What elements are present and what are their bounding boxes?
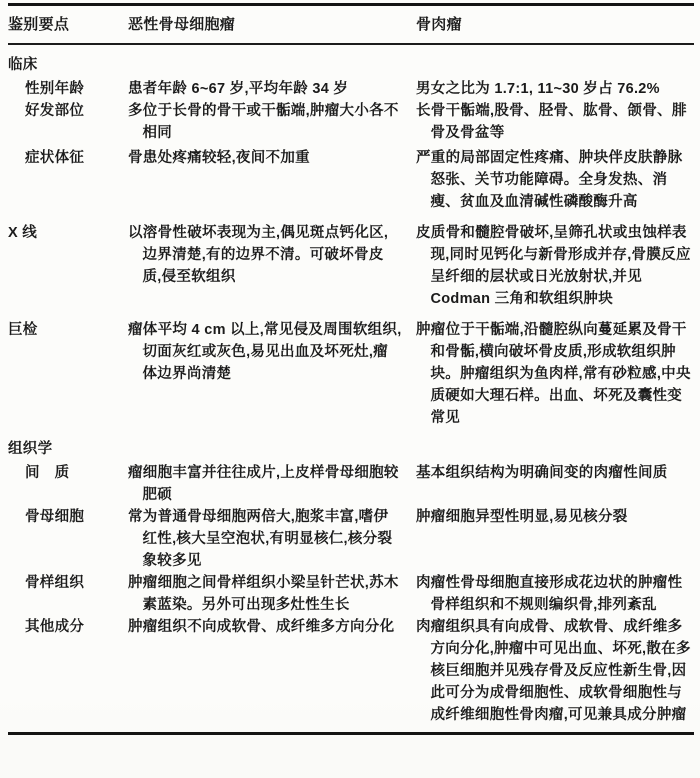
section-label: 临床	[8, 57, 38, 73]
row-symptoms-signs	[8, 147, 694, 213]
osteosarcoma-cell: 肉瘤性骨母细胞直接形成花边状的肿瘤性骨样组织和不规则编织骨,排列紊乱	[416, 575, 683, 613]
osteoblastoma-cell: 肿瘤组织不向成软骨、成纤维多方向分化	[128, 619, 395, 635]
osteosarcoma-cell: 肉瘤组织具有向成骨、成软骨、成纤维多方向分化,肿瘤中可见出血、坏死,散在多核巨细胞并见残存骨及反应性新生骨,因此可分为成骨细胞性、成软骨细胞性与成纤维细胞性骨肉瘤,可见兼具成分肿瘤	[416, 619, 691, 723]
row-xray	[8, 222, 694, 310]
column-header-osteosarcoma: 骨肉瘤	[416, 16, 462, 33]
empty-cell	[128, 54, 416, 76]
osteosarcoma-cell: 肿瘤位于干骺端,沿髓腔纵向蔓延累及骨干和骨骺,横向破坏骨皮质,形成软组织肿块。肿瘤组织为鱼肉样,常有砂粒感,中央质硬如大理石样。出血、坏死及囊性变常见	[416, 322, 691, 426]
table-bottom-border	[8, 732, 694, 735]
row-label-cell: 性别年龄	[25, 81, 85, 97]
osteoblastoma-cell: 常为普通骨母细胞两倍大,胞浆丰富,嗜伊红性,核大呈空泡状,有明显核仁,核分裂象较多见	[128, 509, 393, 569]
row-label-cell: 巨检	[8, 322, 38, 338]
row-osteoblasts	[8, 506, 694, 572]
section-label: 组织学	[8, 441, 53, 457]
column-header-criteria: 鉴别要点	[8, 16, 70, 33]
osteosarcoma-cell: 长骨干骺端,股骨、胫骨、肱骨、颌骨、腓骨及骨盆等	[416, 103, 687, 141]
empty-cell	[416, 54, 694, 76]
osteoblastoma-cell: 以溶骨性破坏表现为主,偶见斑点钙化区,边界清楚,有的边界不清。可破坏骨皮质,侵至软组织	[128, 225, 389, 285]
row-label-cell: 好发部位	[25, 103, 85, 119]
row-label-cell: 骨样组织	[25, 575, 85, 591]
row-gross-exam	[8, 319, 694, 429]
empty-cell	[416, 438, 694, 460]
row-label-cell: 症状体征	[25, 150, 85, 166]
row-osteoid-tissue	[8, 572, 694, 616]
header-divider-line	[8, 43, 694, 45]
osteoblastoma-cell: 多位于长骨的骨干或干骺端,肿瘤大小各不相同	[128, 103, 399, 141]
row-label-cell: 其他成分	[25, 619, 85, 635]
row-label-cell: 间 质	[25, 465, 70, 481]
osteosarcoma-cell: 基本组织结构为明确间变的肉瘤性间质	[416, 465, 668, 481]
osteoblastoma-cell: 骨患处疼痛较轻,夜间不加重	[128, 150, 310, 166]
osteoblastoma-cell: 患者年龄 6~67 岁,平均年龄 34 岁	[128, 81, 349, 97]
row-label-cell: 骨母细胞	[25, 509, 85, 525]
column-header-osteoblastoma: 恶性骨母细胞瘤	[128, 16, 236, 33]
osteosarcoma-cell: 皮质骨和髓腔骨破坏,呈筛孔状或虫蚀样表现,同时见钙化与新骨形成并存,骨膜反应呈纤细的层状或日光放射状,并见 Codman 三角和软组织肿块	[416, 225, 691, 307]
osteosarcoma-cell: 男女之比为 1.7:1, 11~30 岁占 76.2%	[416, 81, 660, 97]
section-row-histology	[8, 438, 694, 460]
table-header-row	[8, 6, 694, 43]
section-row-clinical	[8, 54, 694, 76]
osteoblastoma-cell: 瘤体平均 4 cm 以上,常见侵及周围软组织,切面灰红或灰色,易见出血及坏死灶,瘤体边界尚清楚	[128, 322, 402, 382]
row-other-components	[8, 616, 694, 726]
osteoblastoma-cell: 肿瘤细胞之间骨样组织小梁呈针芒状,苏木素蓝染。另外可出现多灶性生长	[128, 575, 399, 613]
row-predilection-site	[8, 100, 694, 144]
row-label-cell: X 线	[8, 225, 38, 241]
osteoblastoma-cell: 瘤细胞丰富并往往成片,上皮样骨母细胞较肥硕	[128, 465, 399, 503]
row-stroma	[8, 462, 694, 506]
osteosarcoma-cell: 严重的局部固定性疼痛、肿块伴皮肤静脉怒张、关节功能障碍。全身发热、消瘦、贫血及血清碱性磷酸酶升高	[416, 150, 683, 210]
empty-cell	[128, 438, 416, 460]
osteosarcoma-cell: 肿瘤细胞异型性明显,易见核分裂	[416, 509, 628, 525]
row-sex-age	[8, 78, 694, 100]
